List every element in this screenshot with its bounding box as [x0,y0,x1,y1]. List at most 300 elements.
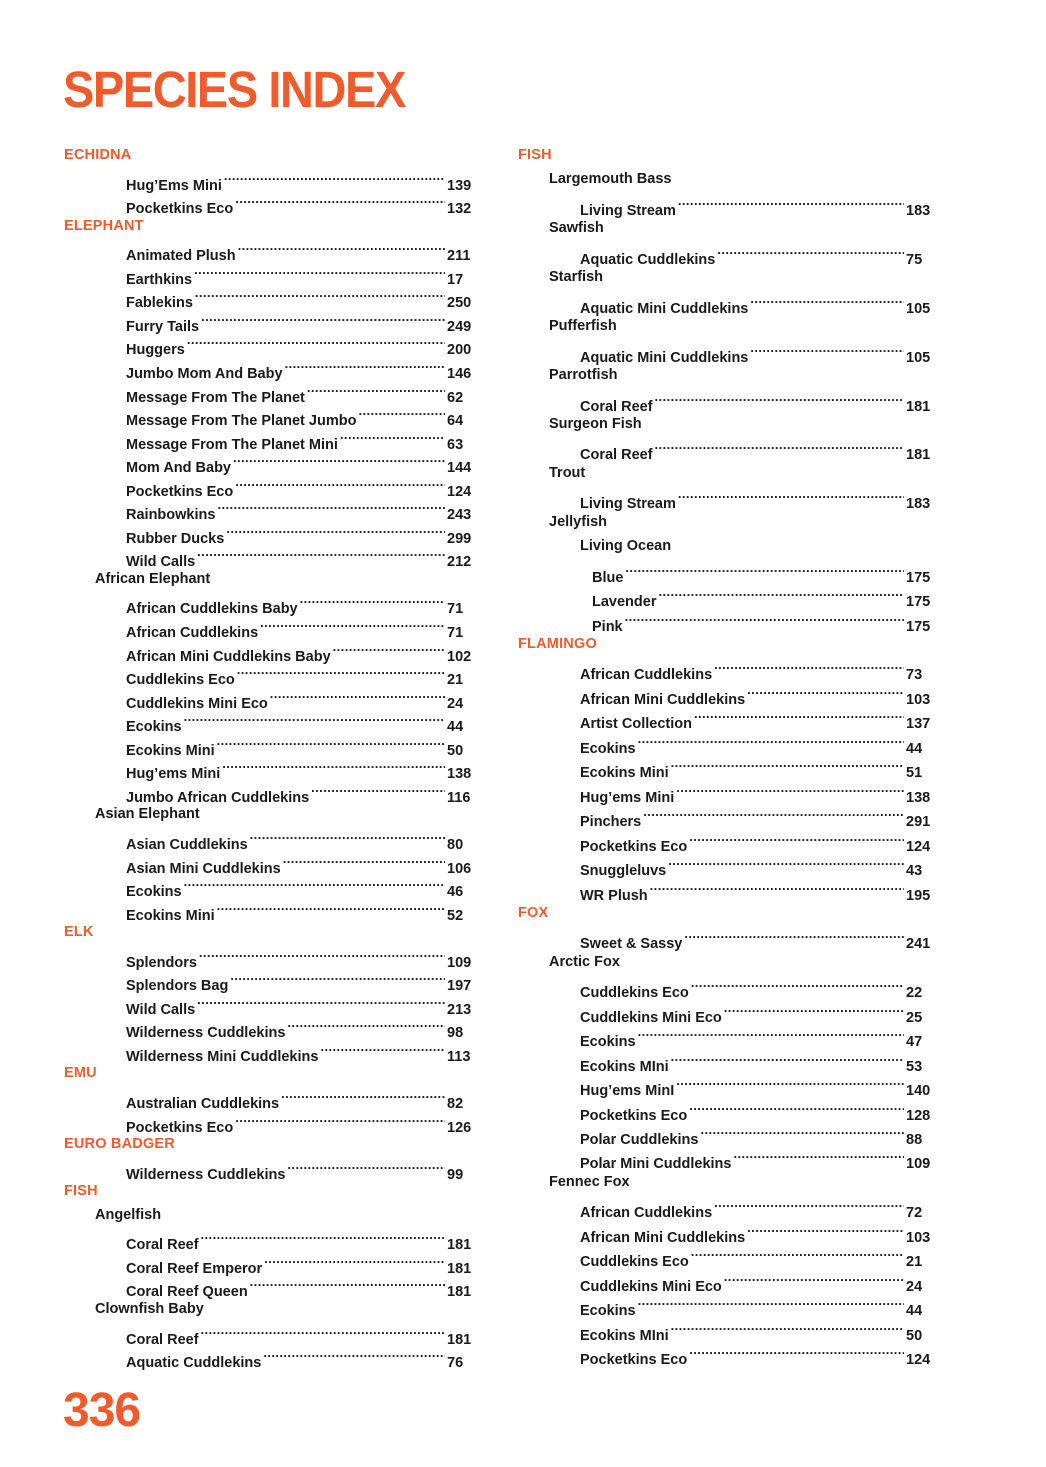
entry-label: Jumbo Mom And Baby [126,365,283,382]
dot-leader [224,168,445,190]
index-entry [580,755,934,782]
entry-page-number: 64 [447,413,464,430]
dot-leader [270,686,445,708]
entry-label: Pocketkins Eco [580,838,688,855]
dot-leader [184,874,445,896]
dot-leader [643,804,904,826]
index-entry [580,731,934,757]
entry-page-number: 51 [906,765,923,782]
entry-label: Wild Calls [126,1001,196,1018]
entry-label: Ecokins Mini [126,742,215,759]
entry-label: Furry Tails [126,318,200,335]
entry-label: Wilderness Mini Cuddlekins [126,1048,319,1065]
index-entry [126,756,475,783]
entry-label: Coral Reef [126,1237,199,1254]
entry-page-number: 21 [906,1254,923,1271]
dot-leader [226,521,445,543]
entry-label: Pocketkins Eco [580,1352,688,1369]
index-entry [126,544,475,571]
index-entry [580,975,934,1002]
entry-page-number: 43 [906,863,923,880]
index-entry [126,1086,475,1112]
index-entry [126,827,475,853]
dot-leader [311,780,445,802]
index-entry [580,1098,934,1124]
index-entry [580,242,934,268]
index-entry [580,1122,934,1148]
entry-label: Splendors Bag [126,978,229,995]
dot-leader [691,975,904,997]
index-entry [580,829,934,855]
entry-label: Wild Calls [126,554,196,571]
entry-page-number: 124 [906,838,931,855]
dot-leader [195,285,445,307]
subgroup-heading: Trout [549,464,586,481]
dot-leader [750,340,904,362]
dot-leader [684,926,904,948]
dot-leader [184,709,445,731]
dot-leader [714,657,904,679]
entry-page-number: 109 [906,1156,931,1173]
dot-leader [250,1274,445,1296]
subgroup-heading: Living Ocean [580,538,672,555]
entry-page-number: 181 [447,1284,472,1301]
dot-leader [340,427,445,449]
dot-leader [658,584,904,606]
entry-page-number: 181 [447,1331,472,1348]
entry-label: Ecokins Mini [126,907,215,924]
entry-page-number: 144 [447,460,472,477]
index-entry [126,1251,475,1277]
dot-leader [733,1146,904,1168]
dot-leader [264,1251,445,1273]
entry-label: Australian Cuddlekins [126,1096,280,1112]
dot-leader [233,450,445,472]
entry-label: Pocketkins Eco [126,201,234,218]
dot-leader [201,1227,445,1249]
index-entry [126,238,475,265]
entry-label: Ecokins MIni [580,1058,669,1075]
subgroup-heading: Starfish [549,269,603,286]
index-entry [126,262,475,288]
entry-page-number: 73 [906,667,923,684]
entry-label: Blue [592,569,624,586]
dot-leader [689,829,904,851]
dot-leader [287,1157,445,1179]
dot-leader [747,1220,904,1242]
entry-page-number: 181 [447,1260,472,1277]
index-entry [126,1110,475,1136]
index-entry [126,450,475,477]
page-title: SPECIES INDEX [63,61,405,118]
entry-page-number: 63 [447,436,464,453]
dot-leader [199,945,445,967]
index-entry [580,1195,934,1222]
dot-leader [625,609,904,631]
category-heading: EURO BADGER [64,1136,175,1153]
dot-leader [287,1015,445,1037]
index-entry [126,1039,475,1065]
entry-label: Cuddlekins Eco [580,985,689,1002]
index-entry [580,780,934,806]
entry-label: Pink [592,618,623,635]
index-entry [580,1073,934,1100]
index-entry [126,427,475,453]
index-entry [580,437,934,464]
entry-page-number: 50 [447,742,464,759]
index-entry [580,1293,934,1320]
entry-page-number: 47 [906,1034,923,1051]
index-entry [580,1000,934,1026]
entry-page-number: 72 [906,1205,923,1222]
entry-label: Polar Mini Cuddlekins [580,1156,732,1173]
entry-page-number: 175 [906,618,931,635]
dot-leader [238,238,445,260]
index-entry [126,1227,475,1254]
entry-page-number: 76 [447,1355,464,1372]
index-entry [580,853,934,880]
dot-leader [194,262,445,284]
subgroup-heading: Sawfish [549,220,604,237]
index-entry [580,1269,934,1295]
index-entry [580,1049,934,1075]
entry-label: Living Stream [580,202,676,219]
entry-page-number: 46 [447,884,464,901]
index-entry [126,285,475,312]
entry-page-number: 138 [906,789,931,806]
entry-page-number: 175 [906,594,931,611]
dot-leader [678,486,904,508]
index-entry [126,615,475,641]
entry-label: Living Stream [580,496,676,513]
entry-label: Huggers [126,342,185,359]
entry-page-number: 98 [447,1025,464,1042]
index-entry [126,474,475,500]
category-heading: FISH [518,147,552,163]
entry-page-number: 44 [906,1303,923,1320]
dot-leader [222,756,445,778]
dot-leader [676,1073,904,1095]
dot-leader [625,560,904,582]
index-entry [592,584,934,611]
entry-page-number: 183 [906,202,931,219]
entry-page-number: 183 [906,496,931,513]
index-entry [126,898,475,924]
category-heading: FOX [518,904,549,921]
index-entry [580,706,934,733]
subgroup-heading: Angelfish [95,1206,162,1223]
entry-page-number: 50 [906,1327,923,1344]
dot-leader [230,968,445,990]
entry-label: Asian Mini Cuddlekins [126,860,281,877]
index-entry [126,968,475,995]
entry-page-number: 75 [906,251,923,268]
entry-page-number: 138 [447,766,472,783]
index-entry [126,591,475,618]
entry-label: Cuddlekins Eco [580,1254,689,1271]
subgroup-heading: Jellyfish [549,513,608,530]
index-entry [126,191,475,218]
index-entry [580,340,934,366]
index-entry [126,309,475,335]
dot-leader [694,706,904,728]
entry-page-number: 109 [447,954,472,971]
entry-page-number: 146 [447,365,472,382]
index-entry [580,389,934,415]
entry-page-number: 103 [906,691,931,708]
entry-page-number: 139 [447,177,472,194]
entry-page-number: 71 [447,601,464,618]
entry-page-number: 82 [447,1096,464,1112]
index-entry [126,1322,475,1348]
entry-page-number: 132 [447,201,472,218]
index-entry [126,168,475,194]
index-entry [126,403,475,430]
subgroup-heading: Largemouth Bass [549,171,672,188]
entry-page-number: 250 [447,295,472,312]
entry-page-number: 181 [906,447,931,464]
entry-page-number: 52 [447,907,464,924]
entry-label: Cuddlekins Eco [126,672,235,689]
entry-page-number: 44 [906,740,923,757]
entry-page-number: 140 [906,1083,931,1100]
entry-page-number: 80 [447,836,464,853]
entry-page-number: 21 [447,672,464,689]
entry-label: Ecokins [126,719,182,736]
index-entry [126,1345,475,1372]
entry-label: Hug’ems Mini [126,766,221,783]
entry-label: Coral Reef Emperor [126,1260,263,1277]
entry-label: African Cuddlekins Baby [126,601,298,618]
entry-label: Aquatic Cuddlekins [580,251,716,268]
entry-page-number: 243 [447,507,472,524]
entry-label: Coral Reef [580,398,653,415]
dot-leader [197,544,445,566]
index-entry [126,332,475,359]
dot-leader [235,474,445,496]
entry-label: WR Plush [580,887,648,904]
index-entry [126,992,475,1018]
entry-page-number: 99 [447,1166,464,1183]
index-entry [580,1342,934,1369]
dot-leader [235,1110,445,1132]
entry-page-number: 197 [447,978,472,995]
subgroup-heading: Clownfish Baby [95,1300,204,1317]
entry-label: Aquatic Mini Cuddlekins [580,300,749,317]
subgroup-heading: Parrotfish [549,367,618,384]
entry-label: Mom And Baby [126,460,231,477]
dot-leader [638,1293,904,1315]
index-entry [580,878,934,904]
entry-page-number: 62 [447,389,464,406]
entry-label: Hug’Ems Mini [126,177,222,194]
entry-page-number: 116 [447,789,471,806]
dot-leader [320,1039,445,1061]
dot-leader [263,1345,445,1367]
dot-leader [201,1322,445,1344]
index-entry [580,1024,934,1051]
entry-page-number: 106 [447,860,472,877]
entry-label: Lavender [592,594,657,611]
entry-label: Pocketkins Eco [126,1119,234,1136]
entry-page-number: 53 [906,1058,923,1075]
entry-page-number: 17 [447,271,464,288]
dot-leader [671,1049,904,1071]
entry-page-number: 126 [447,1119,472,1136]
dot-leader [333,639,445,661]
entry-page-number: 175 [906,569,931,586]
subgroup-heading: Arctic Fox [549,953,620,970]
dot-leader [235,191,445,213]
dot-leader [217,497,445,519]
entry-label: Ecokins [126,884,182,901]
entry-label: Pinchers [580,814,642,831]
dot-leader [217,898,445,920]
dot-leader [655,437,904,459]
index-entry [592,609,934,635]
index-entry [126,780,475,806]
index-entry [580,682,934,708]
entry-page-number: 124 [906,1352,931,1369]
dot-leader [700,1122,904,1144]
category-heading: FLAMINGO [518,636,597,652]
index-entry [126,497,475,524]
category-heading: ECHIDNA [64,147,132,163]
dot-leader [714,1195,904,1217]
dot-leader [237,662,445,684]
index-entry [580,486,934,513]
entry-label: Ecokins MIni [580,1327,669,1344]
entry-page-number: 181 [906,398,931,415]
entry-page-number: 200 [447,342,472,359]
dot-leader [747,682,904,704]
entry-label: African Mini Cuddlekins [580,691,746,708]
category-heading: ELEPHANT [64,217,144,234]
entry-label: Hug’ems Mini [580,789,675,806]
index-entry [126,356,475,382]
entry-label: Asian Cuddlekins [126,836,248,853]
entry-label: Sweet & Sassy [580,936,683,953]
index-entry [126,874,475,901]
entry-page-number: 113 [447,1048,471,1065]
category-heading: EMU [64,1065,97,1082]
entry-page-number: 24 [906,1278,923,1295]
entry-page-number: 102 [447,648,472,665]
entry-page-number: 241 [906,936,931,953]
entry-label: Pocketkins Eco [580,1107,688,1124]
page-number: 336 [63,1384,141,1437]
dot-leader [217,733,445,755]
dot-leader [201,309,445,331]
index-entry [580,291,934,317]
entry-page-number: 103 [906,1229,931,1246]
dot-leader [689,1342,904,1364]
category-heading: FISH [64,1183,98,1200]
dot-leader [691,1244,904,1266]
entry-page-number: 44 [447,719,464,736]
index-entry [126,733,475,759]
dot-leader [281,1086,445,1108]
entry-label: Coral Reef Queen [126,1284,248,1301]
entry-label: Jumbo African Cuddlekins [126,789,310,806]
dot-leader [671,1318,904,1340]
dot-leader [671,755,904,777]
index-entry [126,686,475,712]
entry-label: Earthkins [126,271,193,288]
entry-page-number: 22 [906,985,923,1002]
entry-page-number: 24 [447,695,464,712]
entry-label: Ecokins [580,1034,636,1051]
entry-page-number: 88 [906,1132,923,1148]
entry-label: Cuddlekins Mini Eco [580,1278,722,1295]
entry-label: Wilderness Cuddlekins [126,1166,286,1183]
dot-leader [638,1024,904,1046]
index-entry [126,521,475,547]
index-entry [126,709,475,736]
entry-page-number: 213 [447,1001,472,1018]
index-entry [580,926,934,953]
entry-label: Aquatic Mini Cuddlekins [580,349,749,366]
index-entry [126,662,475,689]
entry-page-number: 25 [906,1009,923,1026]
index-entry [580,1220,934,1246]
entry-page-number: 195 [906,887,931,904]
subgroup-heading: Asian Elephant [95,806,200,823]
entry-label: Ecokins [580,740,636,757]
entry-page-number: 181 [447,1237,472,1254]
entry-label: Ecokins Mini [580,765,669,782]
entry-page-number: 291 [906,814,931,831]
entry-label: Message From The Planet Mini [126,436,338,453]
dot-leader [197,992,445,1014]
index-entry [580,193,934,219]
dot-leader [300,591,445,613]
entry-page-number: 124 [447,483,472,500]
dot-leader [283,851,445,873]
dot-leader [724,1269,904,1291]
index-entry [126,639,475,665]
subgroup-heading: Surgeon Fish [549,415,642,432]
entry-page-number: 299 [447,530,472,547]
dot-leader [724,1000,904,1022]
dot-leader [689,1098,904,1120]
dot-leader [187,332,445,354]
entry-page-number: 105 [906,300,931,317]
entry-page-number: 137 [906,716,931,733]
entry-page-number: 71 [447,625,464,641]
entry-label: Fablekins [126,295,193,312]
entry-page-number: 211 [447,248,471,265]
dot-leader [358,403,445,425]
dot-leader [668,853,904,875]
dot-leader [676,780,904,802]
entry-page-number: 212 [447,554,472,571]
entry-label: Aquatic Cuddlekins [126,1355,262,1372]
entry-label: Cuddlekins Mini Eco [126,695,268,712]
subgroup-heading: African Elephant [95,570,211,587]
entry-label: Coral Reef [580,447,653,464]
index-entry [126,1274,475,1301]
entry-label: Rubber Ducks [126,530,225,547]
index-entry [126,1157,475,1183]
dot-leader [650,878,904,900]
entry-label: African Mini Cuddlekins [580,1229,746,1246]
dot-leader [260,615,445,637]
index-entry [126,851,475,877]
dot-leader [638,731,904,753]
index-entry [126,945,475,971]
entry-label: Coral Reef [126,1331,199,1348]
